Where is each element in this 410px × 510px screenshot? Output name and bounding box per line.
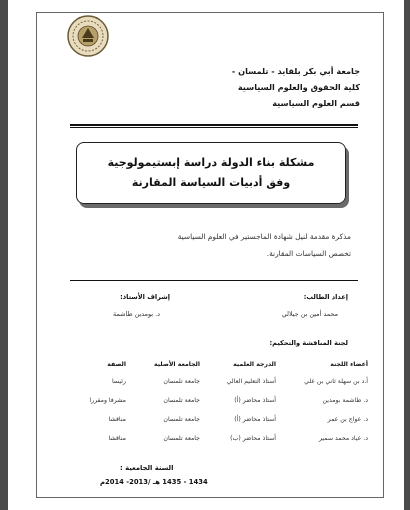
member-degree: أستاذ محاضر (أ) xyxy=(234,397,276,404)
divider-top-thin xyxy=(70,127,358,128)
thesis-title-line2: وفق أدبيات السياسة المقارنة xyxy=(131,176,291,189)
member-name: د. عياد محمد سمير xyxy=(319,435,368,442)
department-name: قسم العلوم السياسية xyxy=(272,98,360,108)
table-row xyxy=(68,372,368,391)
document-page xyxy=(8,0,404,510)
member-name: د. عواج بن عمر xyxy=(327,416,368,423)
member-role: مناقشا xyxy=(108,435,126,442)
divider-middle xyxy=(70,280,358,281)
table-row xyxy=(68,391,368,410)
faculty-name: كلية الحقوق والعلوم السياسية xyxy=(237,82,360,92)
col-members: أعضاء اللجنة xyxy=(330,360,368,368)
member-degree: أستاذ محاضر (ب) xyxy=(230,435,276,442)
supervisor-label: إشراف الأستاذ: xyxy=(120,293,170,301)
memo-line2: تخصص السياسات المقارنة. xyxy=(266,249,351,258)
col-role: الصفة xyxy=(107,360,126,368)
member-name: أ.د بن سهلة ثاني بن علي xyxy=(304,378,368,385)
table-row xyxy=(68,429,368,448)
university-seal-icon xyxy=(66,14,110,58)
committee-label: لجنة المناقشة والتحكيم: xyxy=(269,339,348,347)
member-university: جامعة تلمسان xyxy=(163,378,200,385)
university-name: جامعة أبي بكر بلقايد - تلمسان - xyxy=(231,66,360,76)
student-name: محمد أمين بن جيلالي xyxy=(281,310,338,318)
member-role: مناقشا xyxy=(108,416,126,423)
table-row xyxy=(68,410,368,429)
member-role: رئيسا xyxy=(112,378,126,385)
col-degree: الدرجة العلمية xyxy=(233,360,276,368)
memo-description xyxy=(103,228,351,262)
supervisor-name: د. بومدين طاشمة xyxy=(113,310,160,318)
col-university: الجامعة الأصلية xyxy=(154,360,200,368)
member-degree: أستاذ محاضر (أ) xyxy=(234,416,276,423)
academic-year-label: السنة الجامعية : xyxy=(120,464,174,472)
member-university: جامعة تلمسان xyxy=(163,416,200,423)
memo-line1: مذكرة مقدمة لنيل شهادة الماجستير في العلوم السياسية xyxy=(177,232,351,241)
academic-year-value: 1434 - 1435 هـ /2013- 2014م xyxy=(100,478,208,486)
prepared-by-label: إعداد الطالب: xyxy=(303,293,348,301)
member-name: د. طاشمة بومدين xyxy=(322,397,368,404)
thesis-title-box xyxy=(76,142,346,204)
member-degree: أستاذ التعليم العالي xyxy=(226,378,276,385)
member-university: جامعة تلمسان xyxy=(163,435,200,442)
thesis-title-line1: مشكلة بناء الدولة دراسة إبستيمولوجية xyxy=(107,156,315,169)
member-university: جامعة تلمسان xyxy=(163,397,200,404)
divider-top xyxy=(70,124,358,126)
member-role: مشرفا ومقررا xyxy=(89,397,126,404)
committee-header-row xyxy=(68,356,368,372)
committee-table xyxy=(68,356,368,448)
institution-header xyxy=(160,63,360,111)
